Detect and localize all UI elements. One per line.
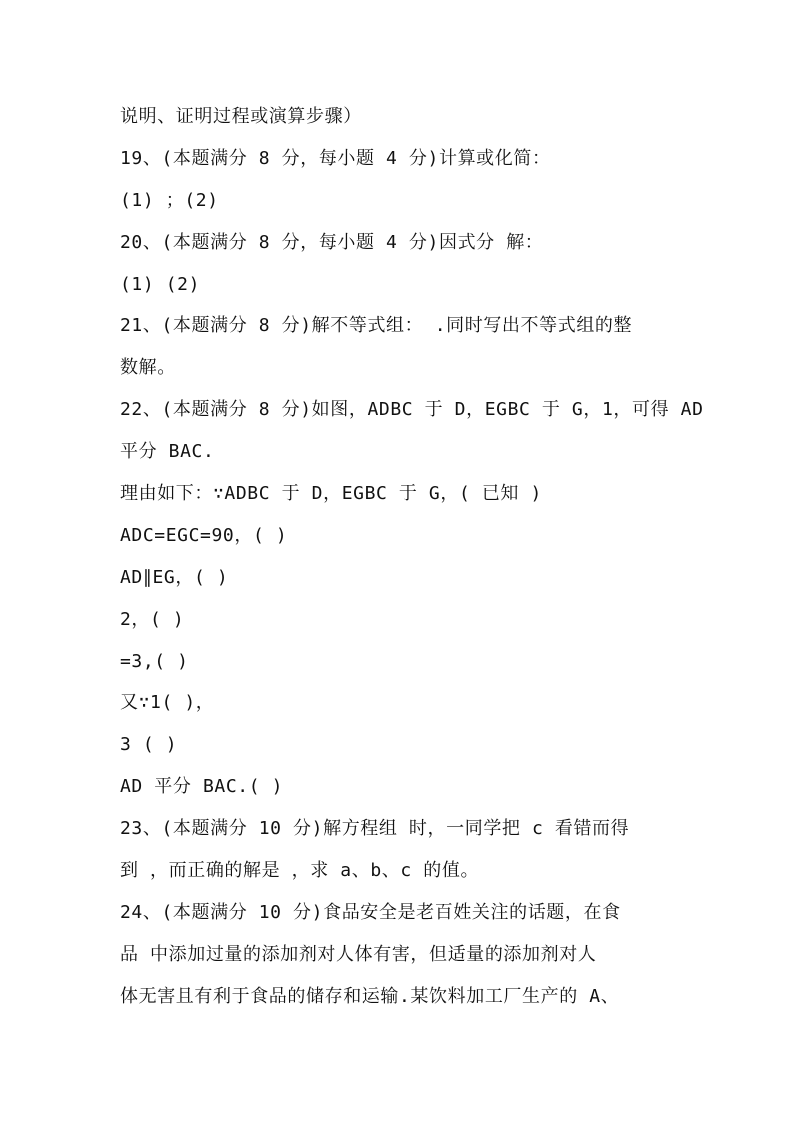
question-20-title: 20、(本题满分 8 分，每小题 4 分)因式分 解： [120, 231, 544, 253]
question-20-parts: (1) (2) [120, 273, 201, 295]
text-line-1: 说明、证明过程或演算步骤） [120, 106, 362, 127]
question-21-title: 21、(本题满分 8 分)解不等式组： .同时写出不等式组的整 [120, 315, 633, 337]
question-24-line-3: 体无害且有利于食品的储存和运输.某饮料加工厂生产的 A、 [120, 985, 620, 1007]
question-23-title: 23、(本题满分 10 分)解方程组 时，一同学把 c 看错而得 [120, 818, 630, 840]
question-19-parts: (1) ；(2) [120, 189, 219, 211]
proof-step-8: AD 平分 BAC.( ) [120, 776, 284, 798]
question-22-continued: 平分 BAC. [120, 441, 215, 463]
proof-step-2: ADC=EGC=90，( ) [120, 524, 288, 546]
proof-step-4: 2，( ) [120, 608, 185, 630]
question-19-title: 19、(本题满分 8 分，每小题 4 分)计算或化简： [120, 147, 551, 169]
question-24-line-2: 品 中添加过量的添加剂对人体有害，但适量的添加剂对人 [120, 943, 597, 965]
question-24-title: 24、(本题满分 10 分)食品安全是老百姓关注的话题，在食 [120, 901, 621, 923]
question-23-continued: 到 ，而正确的解是 ，求 a、b、c 的值。 [120, 860, 480, 882]
proof-step-3: AD∥EG，( ) [120, 566, 229, 588]
question-21-continued: 数解。 [120, 357, 176, 379]
question-22-title: 22、(本题满分 8 分)如图，ADBC 于 D，EGBC 于 G，1，可得 AD [120, 399, 704, 421]
document-body [120, 103, 704, 1025]
proof-step-5: =3,( ) [120, 650, 189, 672]
proof-step-1: 理由如下：∵ADBC 于 D，EGBC 于 G，( 已知 ) [120, 483, 542, 505]
proof-step-7: 3 ( ) [120, 734, 178, 756]
proof-step-6: 又∵1( )， [120, 692, 215, 714]
